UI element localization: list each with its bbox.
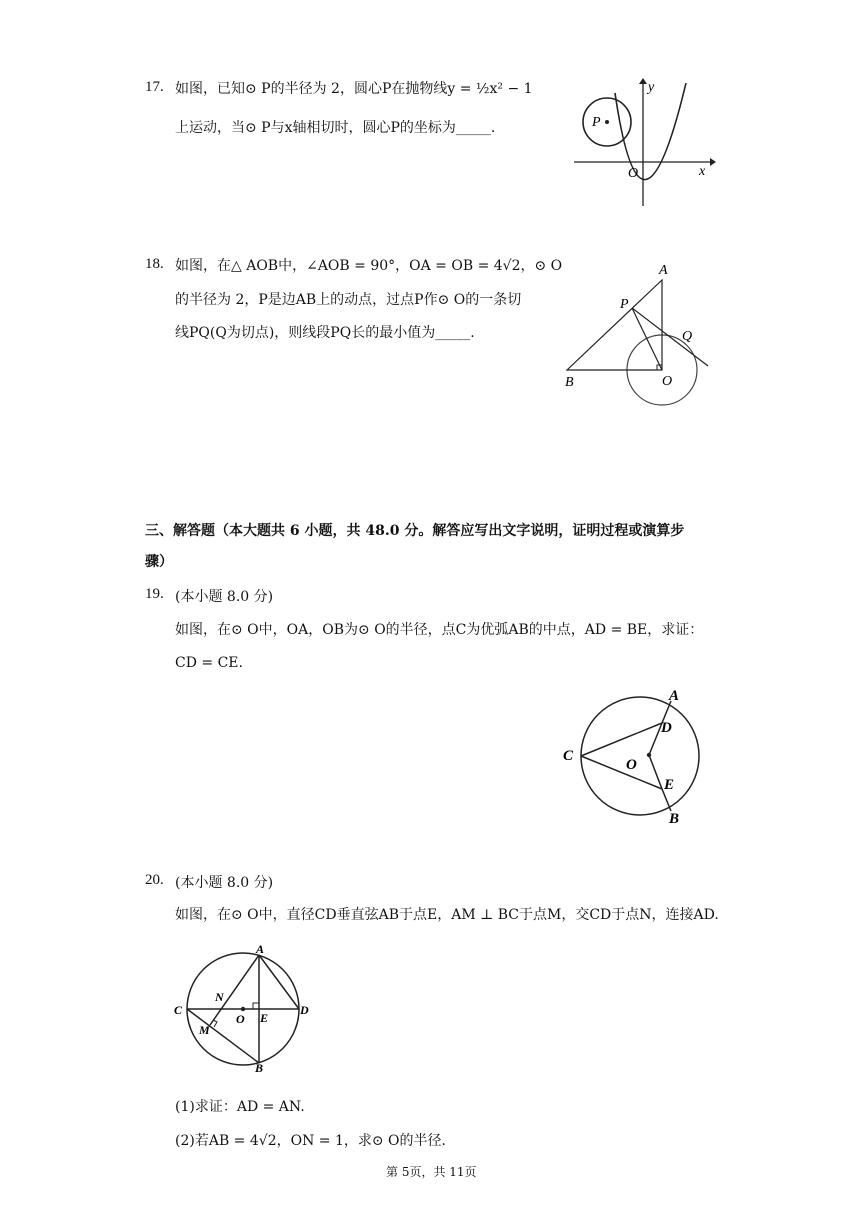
q18-number: 18. <box>145 256 164 272</box>
q19-label-a: A <box>669 688 680 704</box>
q17-text-line2: 上运动，当⊙ P与x轴相切时，圆心P的坐标为_____. <box>175 120 496 136</box>
q18-label-o: O <box>662 374 673 389</box>
q18-text-line3: 线PQ(Q为切点)，则线段PQ长的最小值为_____. <box>175 325 475 341</box>
page-footer: 第 5页，共 11页 <box>386 1165 477 1179</box>
q19-label-e: E <box>664 777 675 793</box>
q17-label-p: P <box>592 115 601 130</box>
q17-label-y: y <box>648 80 655 95</box>
q17-text-line1: 如图，已知⊙ P的半径为 2，圆心P在抛物线y = ½x² − 1 <box>175 81 533 97</box>
q19-label-b: B <box>669 811 680 827</box>
q20-part2: (2)若AB = 4√2，ON = 1，求⊙ O的半径. <box>175 1133 446 1149</box>
q18-label-p: P <box>620 297 629 312</box>
q20-label-b: B <box>255 1061 264 1075</box>
q20-label-n: N <box>215 990 224 1004</box>
q17-point-p <box>605 120 609 124</box>
q20-figure <box>172 938 322 1078</box>
q20-part1: (1)求证：AD = AN. <box>175 1099 305 1115</box>
q19-text-line2: CD = CE. <box>175 655 243 671</box>
q20-right-angle-e <box>253 1003 259 1009</box>
section3-heading-line1: 三、解答题（本大题共 6 小题，共 48.0 分。解答应写出文字说明，证明过程或演算步 <box>145 523 685 539</box>
q20-text-line1: 如图，在⊙ O中，直径CD垂直弦AB于点E，AM ⊥ BC于点M，交CD于点N，连接AD. <box>175 907 719 923</box>
q19-circle-o <box>581 697 699 815</box>
q19-text-line1: 如图，在⊙ O中，OA，OB为⊙ O的半径，点C为优弧AB的中点，AD = BE，求证： <box>175 622 704 638</box>
q19-point-o <box>647 753 651 757</box>
q17-figure <box>568 75 718 210</box>
q20-label-o: O <box>236 1012 245 1026</box>
q18-label-a: A <box>659 263 668 278</box>
q20-label-d: D <box>300 1003 309 1017</box>
q19-segment-ce <box>581 756 662 789</box>
q20-number: 20. <box>145 872 164 888</box>
q18-figure <box>558 256 718 411</box>
q18-segment-po <box>632 308 662 370</box>
q19-figure <box>558 685 708 830</box>
q20-label-m: M <box>199 1023 210 1037</box>
q20-segment-ad <box>259 955 299 1009</box>
q19-label-o: O <box>626 757 637 773</box>
q18-text-line1: 如图，在△ AOB中，∠AOB = 90°，OA = OB = 4√2，⊙ O <box>175 258 563 274</box>
q19-label-c: C <box>563 748 574 764</box>
q17-y-arrow <box>639 78 647 84</box>
q20-label-e: E <box>260 1011 269 1025</box>
q19-number: 19. <box>145 586 164 602</box>
section3-heading-line2: 骤） <box>145 554 173 570</box>
q17-label-o: O <box>628 166 639 181</box>
q18-tangent-pq <box>632 308 708 366</box>
q17-label-x: x <box>699 164 706 179</box>
q17-number: 17. <box>145 79 164 95</box>
q20-chord-bc <box>187 1009 259 1063</box>
q17-x-arrow <box>710 158 716 166</box>
q20-label-a: A <box>256 942 265 956</box>
q20-score: (本小题 8.0 分) <box>175 875 274 891</box>
q18-label-b: B <box>565 375 574 390</box>
q18-text-line2: 的半径为 2，P是边AB上的动点，过点P作⊙ O的一条切 <box>175 292 522 308</box>
q18-label-q: Q <box>682 329 693 344</box>
q19-score: (本小题 8.0 分) <box>175 589 274 605</box>
q18-triangle-aob <box>567 280 662 370</box>
q17-parabola <box>615 83 686 180</box>
q20-point-o <box>241 1007 245 1011</box>
q20-label-c: C <box>174 1003 183 1017</box>
q19-label-d: D <box>661 720 672 736</box>
